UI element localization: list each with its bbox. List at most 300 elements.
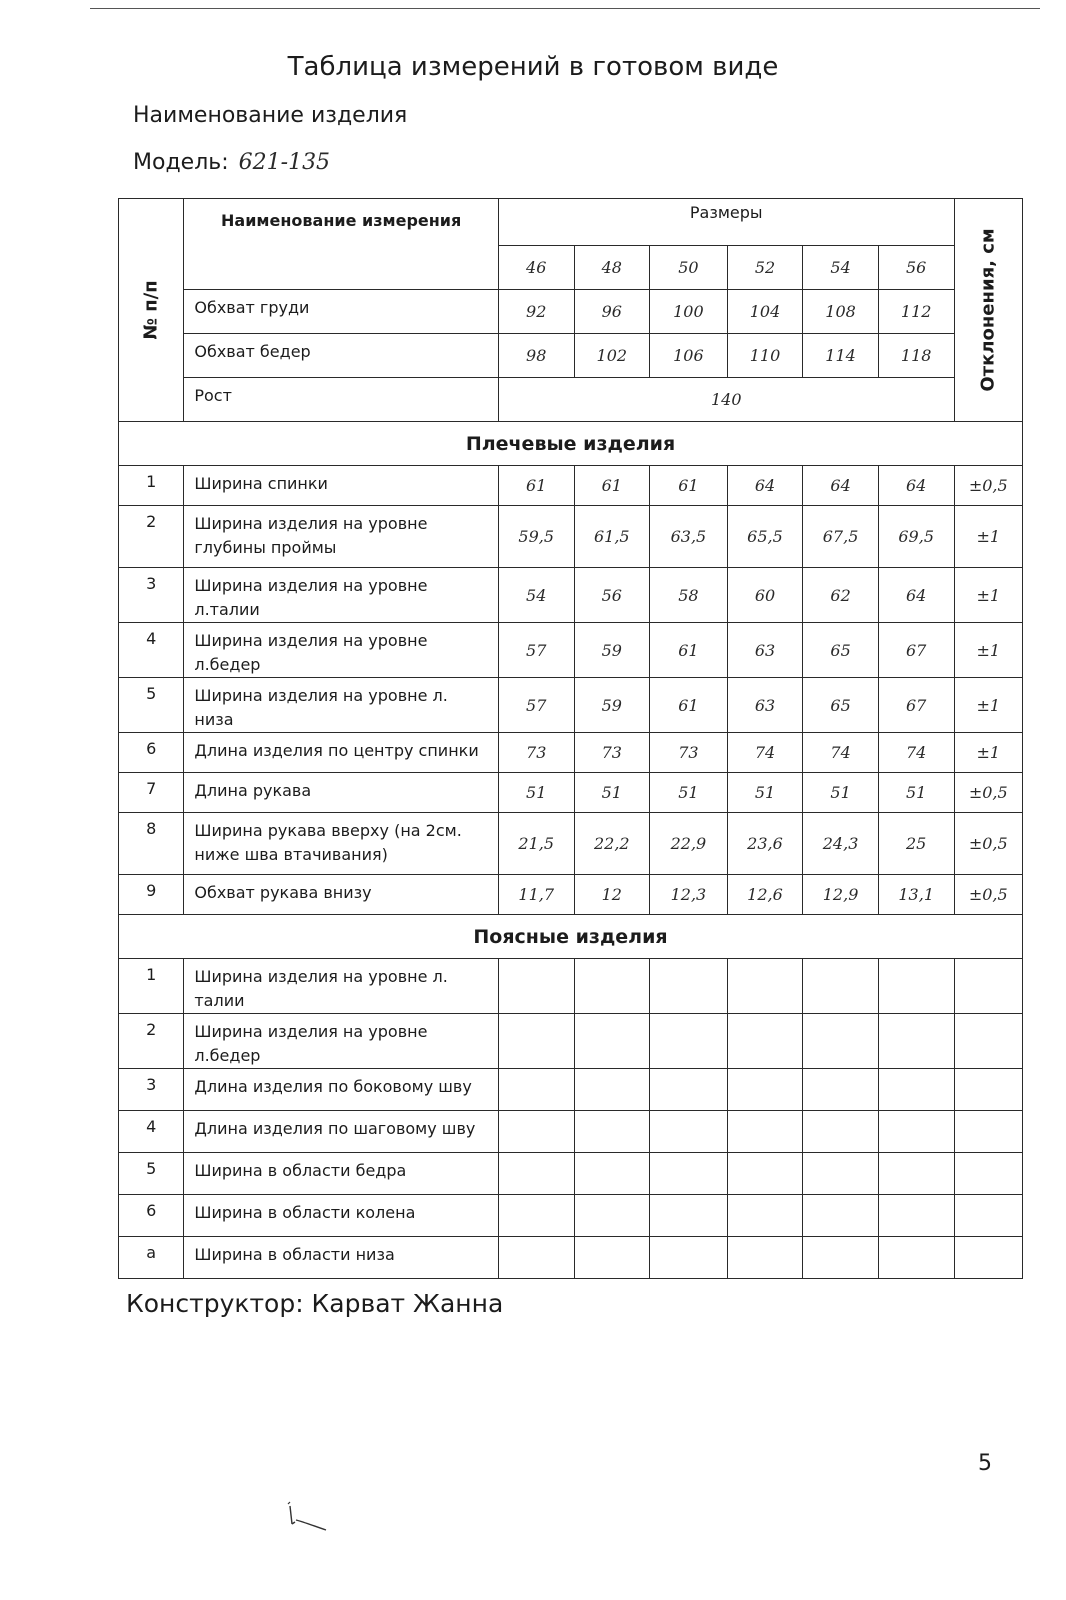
value-cell: [498, 733, 574, 773]
value-cell-text: 73: [678, 743, 699, 762]
empty-cell: [727, 1111, 803, 1153]
value-cell-text: 59: [601, 695, 622, 715]
value-cell: [727, 290, 803, 334]
value-cell-text: 61: [601, 476, 622, 495]
value-cell: [727, 678, 803, 733]
section-upper: [119, 422, 1023, 466]
row-number-text: 5: [146, 1159, 157, 1178]
value-cell: [878, 733, 954, 773]
value-cell-text: 51: [678, 783, 699, 802]
empty-cell: [954, 1069, 1022, 1111]
empty-cell: [878, 1069, 954, 1111]
row-number: [119, 875, 184, 915]
row-number: [119, 1111, 184, 1153]
value-cell-text: 114: [825, 346, 856, 365]
value-cell-text: 56: [601, 585, 622, 605]
value-cell-text: 61: [678, 695, 699, 715]
value-cell: [727, 334, 803, 378]
empty-cell: [878, 1153, 954, 1195]
row-number: [119, 568, 184, 623]
table-row: [119, 959, 1023, 1014]
model-value: 621-135: [238, 150, 331, 175]
value-cell-text: 67: [906, 640, 927, 660]
row-number: [119, 466, 184, 506]
section-upper-cell: [119, 422, 1023, 466]
value-cell-text: 65,5: [747, 527, 783, 546]
body-measure-label: [184, 290, 499, 334]
value-cell: [498, 623, 574, 678]
value-cell: [574, 678, 650, 733]
empty-cell: [727, 1237, 803, 1279]
value-cell-text: 64: [906, 476, 927, 495]
value-cell: [650, 466, 728, 506]
row-number: [119, 1014, 184, 1069]
value-cell-text: 110: [749, 346, 781, 365]
value-cell-text: 59: [601, 640, 622, 660]
value-cell-text: 65: [830, 640, 851, 660]
deviation-header-text: Отклонения, см: [977, 228, 999, 392]
value-cell-text: 12,3: [670, 885, 707, 904]
value-cell: [574, 506, 650, 568]
row-label: [184, 773, 499, 813]
value-cell: [498, 334, 574, 378]
value-cell-text: 61: [526, 476, 547, 495]
table-row: [119, 1111, 1023, 1153]
table-row: [119, 1237, 1023, 1279]
empty-cell: [803, 959, 879, 1014]
empty-cell: [803, 1111, 879, 1153]
empty-cell: [498, 1195, 574, 1237]
value-cell: [574, 875, 650, 915]
height-value-text: 140: [710, 390, 742, 409]
value-cell: [803, 466, 879, 506]
section-upper-cell-text: Плечевые изделия: [465, 432, 676, 455]
height-row: [119, 378, 1023, 422]
row-label: [184, 1069, 499, 1111]
empty-cell: [498, 1069, 574, 1111]
value-cell-text: 102: [596, 346, 628, 365]
row-label-text: Ширина изделия на уровне л.талии: [194, 576, 428, 619]
measurements-table: [118, 198, 1023, 1279]
height-value: [498, 378, 954, 422]
table-row: [119, 623, 1023, 678]
value-cell: [498, 290, 574, 334]
row-label-text: Ширина изделия на уровне л. талии: [194, 967, 448, 1010]
value-cell: [650, 813, 728, 875]
table-row: [119, 733, 1023, 773]
row-label-text: Длина изделия по шаговому шву: [194, 1119, 476, 1138]
value-cell: [727, 875, 803, 915]
row-number-text: 4: [146, 629, 157, 648]
row-number: [119, 733, 184, 773]
value-cell-text: 92: [526, 302, 547, 321]
table-row: [119, 1014, 1023, 1069]
value-cell: [650, 623, 728, 678]
value-cell-text: 59,5: [518, 527, 555, 546]
size-cell: [727, 246, 803, 290]
empty-cell: [574, 1014, 650, 1069]
empty-cell: [878, 1014, 954, 1069]
size-cell: [878, 246, 954, 290]
row-number-text: 9: [146, 881, 157, 900]
row-label: [184, 623, 499, 678]
empty-cell: [498, 1111, 574, 1153]
value-cell-text: 74: [754, 743, 776, 762]
row-label: [184, 678, 499, 733]
empty-cell: [878, 959, 954, 1014]
value-cell: [498, 506, 574, 568]
deviation-cell: [954, 466, 1022, 506]
value-cell: [498, 568, 574, 623]
value-cell-text: 62: [830, 585, 851, 605]
section-lower: [119, 915, 1023, 959]
value-cell-text: 64: [906, 585, 927, 605]
row-number-text: 3: [146, 1075, 157, 1094]
row-number-text: 6: [146, 1201, 157, 1220]
row-label: [184, 568, 499, 623]
size-cell-text: 56: [906, 258, 927, 277]
value-cell-text: 74: [906, 743, 927, 762]
size-cell-text: 46: [526, 258, 547, 277]
value-cell: [878, 623, 954, 678]
empty-cell: [498, 959, 574, 1014]
row-number-text: 2: [146, 512, 157, 531]
page-number: 5: [978, 1451, 992, 1476]
deviation-cell-text: ±1: [976, 695, 1001, 715]
row-label: [184, 1195, 499, 1237]
deviation-cell-text: ±0,5: [968, 476, 1008, 495]
value-cell-text: 51: [830, 783, 851, 802]
empty-cell: [650, 1237, 728, 1279]
size-cell-text: 52: [754, 258, 776, 277]
empty-cell: [954, 1014, 1022, 1069]
row-number: [119, 813, 184, 875]
empty-cell: [878, 1111, 954, 1153]
value-cell-text: 11,7: [518, 885, 555, 904]
size-cell: [498, 246, 574, 290]
empty-cell: [803, 1069, 879, 1111]
value-cell-text: 118: [900, 346, 932, 365]
empty-cell: [574, 1195, 650, 1237]
value-cell-text: 61: [678, 476, 699, 495]
value-cell: [650, 334, 728, 378]
empty-cell: [650, 1195, 728, 1237]
body-measure-label: [184, 334, 499, 378]
value-cell: [498, 773, 574, 813]
table-row: [119, 813, 1023, 875]
empty-cell: [803, 1195, 879, 1237]
value-cell-text: 51: [754, 783, 776, 802]
row-label-text: Ширина изделия на уровне л.бедер: [194, 631, 428, 674]
value-cell-text: 63: [754, 695, 776, 715]
size-cell-text: 50: [678, 258, 699, 277]
value-cell: [498, 466, 574, 506]
row-label: [184, 1111, 499, 1153]
empty-cell: [498, 1237, 574, 1279]
empty-cell: [574, 1153, 650, 1195]
value-cell: [574, 568, 650, 623]
value-cell: [878, 334, 954, 378]
table-row: [119, 466, 1023, 506]
deviation-cell: [954, 773, 1022, 813]
empty-cell: [727, 1153, 803, 1195]
row-number-text: 1: [146, 472, 157, 491]
value-cell: [574, 733, 650, 773]
value-cell: [574, 334, 650, 378]
row-label-text: Ширина спинки: [194, 474, 328, 493]
value-cell-text: 22,9: [670, 834, 707, 853]
empty-cell: [727, 1195, 803, 1237]
value-cell-text: 100: [673, 302, 704, 321]
value-cell-text: 61,5: [593, 527, 630, 546]
number-column-header: [119, 199, 184, 422]
row-number: [119, 773, 184, 813]
empty-cell: [650, 1153, 728, 1195]
value-cell: [803, 813, 879, 875]
value-cell-text: 60: [754, 585, 776, 605]
value-cell: [803, 875, 879, 915]
measurement-name-header: Наименование измерения: [184, 199, 499, 290]
empty-cell: [574, 1069, 650, 1111]
value-cell: [650, 733, 728, 773]
empty-cell: [574, 959, 650, 1014]
row-number-text: а: [146, 1243, 157, 1262]
row-number: [119, 1237, 184, 1279]
height-label: [184, 378, 499, 422]
row-label: [184, 733, 499, 773]
deviation-cell: [954, 623, 1022, 678]
model-line: [133, 150, 330, 175]
constructor-line: Конструктор: Карват Жанна: [126, 1289, 504, 1318]
value-cell: [498, 875, 574, 915]
row-label: [184, 506, 499, 568]
value-cell: [878, 290, 954, 334]
row-number: [119, 1195, 184, 1237]
row-label-text: Длина рукава: [194, 781, 312, 800]
row-label-text: Ширина изделия на уровне л.бедер: [194, 1022, 428, 1065]
value-cell: [574, 623, 650, 678]
row-label: [184, 466, 499, 506]
empty-cell: [574, 1237, 650, 1279]
value-cell: [803, 334, 879, 378]
value-cell-text: 51: [526, 783, 547, 802]
value-cell: [727, 733, 803, 773]
empty-cell: [878, 1195, 954, 1237]
value-cell: [650, 875, 728, 915]
value-cell-text: 24,3: [822, 834, 859, 853]
deviation-cell-text: ±0,5: [968, 783, 1008, 802]
row-label-text: Ширина изделия на уровне л. низа: [194, 686, 448, 729]
value-cell: [498, 813, 574, 875]
value-cell-text: 108: [825, 302, 856, 321]
empty-cell: [954, 1237, 1022, 1279]
value-cell-text: 21,5: [518, 834, 555, 853]
document-title: Таблица измерений в готовом виде: [287, 52, 779, 82]
value-cell: [574, 773, 650, 813]
row-label-text: Ширина в области колена: [194, 1203, 416, 1222]
value-cell: [878, 466, 954, 506]
row-number-text: 1: [146, 965, 157, 984]
table-row: [119, 1153, 1023, 1195]
row-number-text: 7: [146, 779, 157, 798]
value-cell: [803, 678, 879, 733]
body-measure-label-text: Обхват бедер: [194, 342, 311, 361]
value-cell: [727, 773, 803, 813]
row-number: [119, 1069, 184, 1111]
value-cell: [498, 678, 574, 733]
row-label: [184, 1237, 499, 1279]
deviation-cell: [954, 733, 1022, 773]
value-cell-text: 65: [830, 695, 851, 715]
row-label-text: Ширина изделия на уровне глубины проймы: [194, 514, 428, 557]
empty-cell: [650, 1111, 728, 1153]
row-label-text: Обхват рукава внизу: [194, 883, 372, 902]
body-measure-row: [119, 334, 1023, 378]
empty-cell: [574, 1111, 650, 1153]
number-header-text: № п/п: [140, 280, 162, 340]
deviation-column-header: [954, 199, 1022, 422]
value-cell-text: 12,9: [822, 885, 859, 904]
value-cell: [574, 466, 650, 506]
deviation-cell: [954, 813, 1022, 875]
value-cell: [803, 733, 879, 773]
deviation-cell-text: ±1: [976, 527, 1001, 546]
row-number: [119, 623, 184, 678]
value-cell-text: 73: [601, 743, 622, 762]
value-cell-text: 106: [673, 346, 704, 365]
model-label: Модель:: [133, 150, 229, 175]
value-cell-text: 12,6: [747, 885, 783, 904]
value-cell-text: 67,5: [822, 527, 859, 546]
value-cell-text: 57: [526, 695, 547, 715]
value-cell: [878, 506, 954, 568]
row-label: [184, 1153, 499, 1195]
empty-cell: [954, 1153, 1022, 1195]
row-label-text: Ширина в области низа: [194, 1245, 395, 1264]
row-number-text: 2: [146, 1020, 157, 1039]
value-cell-text: 61: [678, 640, 699, 660]
sizes-header: Размеры: [498, 199, 954, 246]
empty-cell: [498, 1153, 574, 1195]
body-measure-row: [119, 290, 1023, 334]
value-cell: [727, 466, 803, 506]
size-cell-text: 48: [601, 258, 622, 277]
row-number: [119, 1153, 184, 1195]
row-label-text: Длина изделия по центру спинки: [194, 741, 479, 760]
row-number-text: 5: [146, 684, 157, 703]
value-cell: [727, 623, 803, 678]
size-cell-text: 54: [830, 258, 851, 277]
row-label: [184, 1014, 499, 1069]
value-cell-text: 12: [601, 885, 622, 904]
value-cell-text: 58: [678, 585, 699, 605]
table-row: [119, 568, 1023, 623]
value-cell-text: 54: [526, 585, 547, 605]
deviation-cell: [954, 568, 1022, 623]
size-cell: [650, 246, 728, 290]
value-cell-text: 57: [526, 640, 547, 660]
section-lower-cell-text: Поясные изделия: [473, 925, 668, 948]
value-cell-text: 51: [906, 783, 927, 802]
row-label: [184, 959, 499, 1014]
section-lower-cell: [119, 915, 1023, 959]
value-cell: [650, 773, 728, 813]
row-number-text: 3: [146, 574, 157, 593]
row-label-text: Ширина рукава вверху (на 2см. ниже шва втачивания): [194, 821, 462, 864]
value-cell: [727, 506, 803, 568]
table-body: [119, 199, 1023, 1279]
row-number-text: 8: [146, 819, 157, 838]
value-cell: [650, 506, 728, 568]
value-cell-text: 73: [526, 743, 547, 762]
empty-cell: [498, 1014, 574, 1069]
empty-cell: [803, 1153, 879, 1195]
deviation-cell: [954, 875, 1022, 915]
value-cell: [803, 773, 879, 813]
empty-cell: [954, 959, 1022, 1014]
handwritten-mark: [282, 1500, 332, 1540]
value-cell-text: 25: [906, 834, 927, 853]
value-cell-text: 67: [906, 695, 927, 715]
row-label-text: Длина изделия по боковому шву: [194, 1077, 472, 1096]
deviation-cell-text: ±1: [976, 743, 1001, 762]
value-cell: [878, 813, 954, 875]
table-row: [119, 1195, 1023, 1237]
value-cell: [803, 506, 879, 568]
value-cell: [727, 568, 803, 623]
top-border-line: [90, 8, 1040, 9]
size-cell: [574, 246, 650, 290]
value-cell-text: 63,5: [670, 527, 707, 546]
value-cell: [803, 623, 879, 678]
value-cell: [650, 568, 728, 623]
empty-cell: [878, 1237, 954, 1279]
value-cell: [650, 290, 728, 334]
empty-cell: [650, 959, 728, 1014]
value-cell-text: 64: [830, 476, 851, 495]
value-cell: [574, 813, 650, 875]
row-label-text: Ширина в области бедра: [194, 1161, 407, 1180]
value-cell: [878, 773, 954, 813]
empty-cell: [803, 1014, 879, 1069]
row-number-text: 4: [146, 1117, 157, 1136]
empty-cell: [727, 1069, 803, 1111]
value-cell-text: 112: [900, 302, 932, 321]
empty-cell: [803, 1237, 879, 1279]
height-label-text: Рост: [194, 386, 232, 405]
value-cell-text: 23,6: [747, 834, 783, 853]
value-cell-text: 69,5: [898, 527, 934, 546]
table-row: [119, 773, 1023, 813]
empty-cell: [650, 1014, 728, 1069]
value-cell: [574, 290, 650, 334]
value-cell: [650, 678, 728, 733]
deviation-cell: [954, 506, 1022, 568]
product-name-label: Наименование изделия: [133, 103, 408, 128]
value-cell-text: 13,1: [898, 885, 934, 904]
value-cell-text: 64: [754, 476, 776, 495]
value-cell-text: 63: [754, 640, 776, 660]
empty-cell: [727, 1014, 803, 1069]
table-row: [119, 678, 1023, 733]
deviation-cell-text: ±0,5: [968, 834, 1008, 853]
body-measure-label-text: Обхват груди: [194, 298, 310, 317]
value-cell: [878, 678, 954, 733]
header-row: [119, 199, 1023, 246]
value-cell-text: 22,2: [593, 834, 630, 853]
deviation-cell-text: ±1: [976, 640, 1001, 660]
value-cell: [803, 568, 879, 623]
